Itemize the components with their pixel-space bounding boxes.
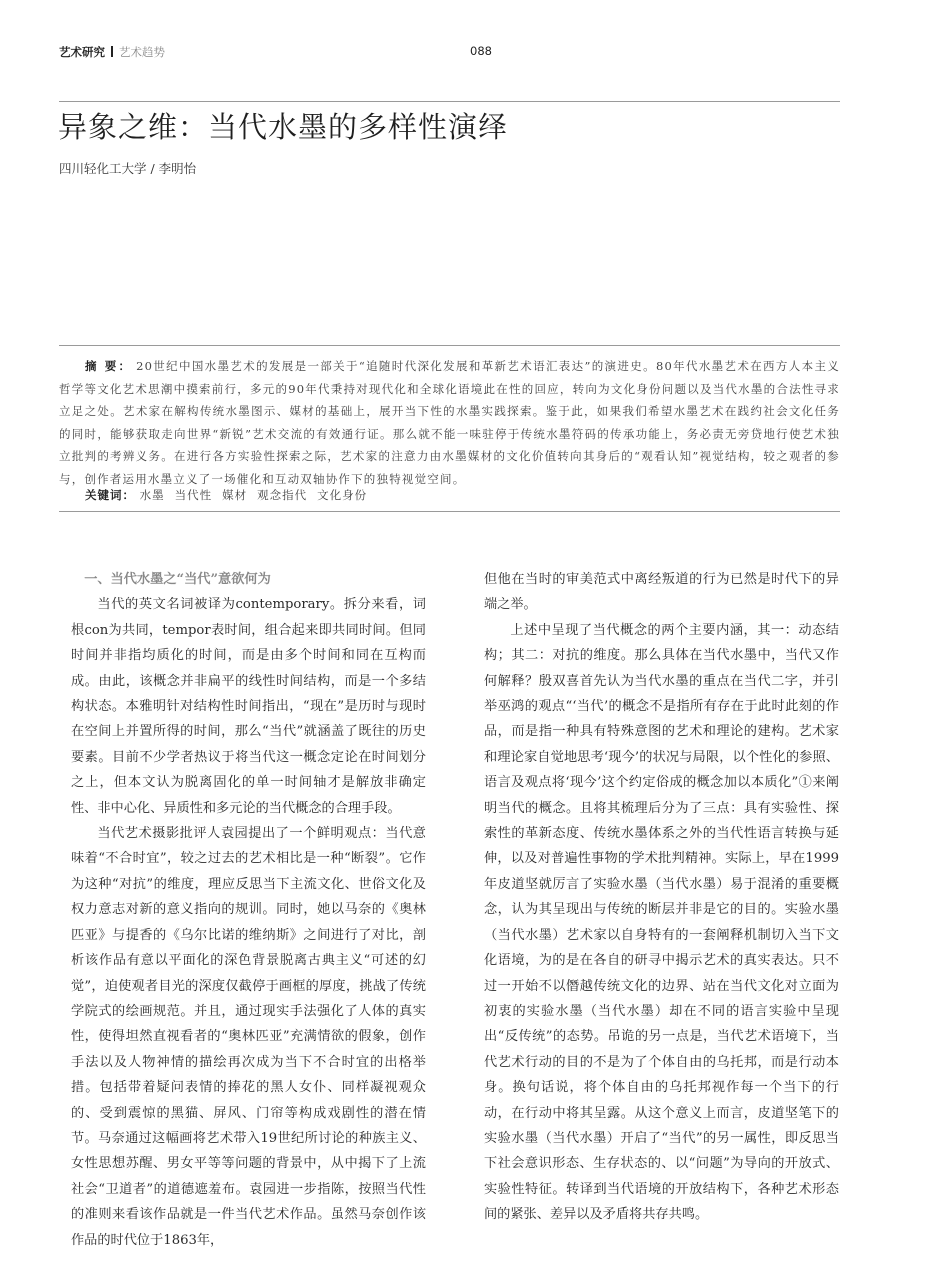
- abstract: [59, 355, 840, 491]
- abstract-text: 20世纪中国水墨艺术的发展是一部关于“追随时代深化发展和革新艺术语汇表达”的演进史。80年代水墨艺术在西方人本主义哲学等文化艺术思潮中摸索前行，多元的90年代秉持对现代化和全球化语境此在性的回应，转向为文化身份问题以及当代水墨的合法性寻求立足之处。艺术家在解构传统水墨图示、媒材的基础上，展开当下性的水墨实践探索。鉴于此，如果我们希望水墨艺术在践约社会文化任务的同时，能够获取走向世界“新锐”艺术交流的有效通行证。那么就不能一味驻停于传统水墨符码的传承功能上，务必责无旁贷地行使艺术独立批判的考辨义务。在进行各方实验性探索之际，艺术家的注意力由水墨媒材的文化价值转向其身后的“观看认知”视觉结构，较之观者的参与，创作者运用水墨立义了一场催化和互动双轴协作下的独特视觉空间。: [59, 359, 840, 486]
- article-title: 异象之维：当代水墨的多样性演绎: [58, 110, 509, 144]
- keyword: 当代性: [174, 488, 213, 502]
- body-paragraph: 当代艺术摄影批评人袁园提出了一个鲜明观点：当代意味着“不合时宜”，较之过去的艺术相比是一种“断裂”。它作为这种“对抗”的维度，理应反思当下主流文化、世俗文化及权力意志对新的意义指向的规训。同时，她以马奈的《奥林匹亚》与提香的《乌尔比诺的维纳斯》之间进行了对比，剖析该作品有意以平面化的深色背景脱离古典主义“可述的幻觉”，迫使观者目光的深度仅截停于画框的厚度，挑战了传统学院式的绘画规范。并且，通过现实手法强化了人体的真实性，使得坦然直视看者的“奥林匹亚”充满情欲的假象，创作手法以及人物神情的描绘再次成为当下不合时宜的出格举措。包括带着疑问表情的捧花的黑人女仆、同样凝视观众的、受到震惊的黑猫、屏风、门帘等构成戏剧性的潜在情节。马奈通过这幅画将艺术带入19世纪所讨论的种族主义、女性思想苏醒、男女平等等问题的背景中，从中揭下了上流社会“卫道者”的道德遮羞布。袁园进一步指陈，按照当代性的准则来看该作品就是一件当代艺术作品。虽然马奈创作该作品的时代位于1863年，: [71, 826, 426, 1248]
- page-number: 088: [470, 44, 492, 58]
- body-column-left: [71, 567, 426, 1253]
- abstract-label: 摘 要：: [85, 359, 133, 373]
- journal-section: 艺术研究: [59, 45, 105, 59]
- keyword: 文化身份: [317, 488, 368, 502]
- running-head: [59, 44, 165, 60]
- body-paragraph-continued: 但他在当时的审美范式中离经叛道的行为已然是时代下的异端之举。: [484, 572, 839, 613]
- abstract-bottom-rule: [59, 511, 840, 512]
- journal-subsection: 艺术趋势: [119, 45, 165, 59]
- author-byline: 四川轻化工大学 / 李明怡: [59, 161, 197, 176]
- header-divider: [111, 46, 113, 57]
- keyword: 水墨: [139, 488, 165, 502]
- header-rule: [59, 101, 840, 102]
- section-heading: 一、当代水墨之“当代”意欲何为: [84, 572, 271, 587]
- body-paragraph: 上述中呈现了当代概念的两个主要内涵，其一：动态结构；其二：对抗的维度。那么具体在当代水墨中，当代又作何解释？殷双喜首先认为当代水墨的重点在当代二字，并引举巫鸿的观点“‘当代’的概念不是指所有存在于此时此刻的作品，而是指一种具有特殊意图的艺术和理论的建构。艺术家和理论家自觉地思考‘现今’的状况与局限，以个性化的参照、语言及观点将‘现今’这个约定俗成的概念加以本质化”①来阐明当代的概念。且将其梳理后分为了三点：具有实验性、探索性的革新态度、传统水墨体系之外的当代性语言转换与延伸，以及对普遍性事物的学术批判精神。实际上，早在1999年皮道坚就厉言了实验水墨（当代水墨）易于混淆的重要概念，认为其呈现出与传统的断层并非是它的目的。实验水墨（当代水墨）艺术家以自身特有的一套阐释机制切入当下文化语境，为的是在各自的研寻中揭示艺术的真实表达。只不过一开始不以僭越传统文化的边界、站在当代文化对立面为初衷的实验水墨（当代水墨）却在不同的语言实验中呈现出“反传统”的态势。吊诡的另一点是，当代艺术语境下，当代艺术行动的目的不是为了个体自由的乌托邦，而是行动本身。换句话说，将个体自由的乌托邦视作每一个当下的行动，在行动中将其呈露。从这个意义上而言，皮道坚笔下的实验水墨（当代水墨）开启了“当代”的另一属性，即反思当下社会意识形态、生存状态的、以“问题”为导向的开放式、实验性特征。转译到当代语境的开放结构下，各种艺术形态间的紧张、差异以及矛盾将共存共鸣。: [484, 622, 839, 1223]
- keywords: [85, 487, 377, 503]
- body-column-right: [484, 567, 839, 1228]
- body-paragraph: 当代的英文名词被译为contemporary。拆分来看，词根con为共同，tempor表时间，组合起来即共同时间。但同时间并非指均质化的时间，而是由多个时间和同在互构而成。由此，该概念并非扁平的线性时间结构，而是一个多结构状态。本雅明针对结构性时间指出，“现在”是历时与现时在空间上并置所得的时间，那么“当代”就涵盖了既往的历史要素。目前不少学者热议于将当代这一概念定论在时间划分之上，但本文认为脱离固化的单一时间轴才是解放非确定性、非中心化、异质性和多元论的当代概念的合理手段。: [71, 597, 426, 816]
- abstract-top-rule: [59, 345, 840, 346]
- keyword: 观念指代: [257, 488, 308, 502]
- keyword: 媒材: [222, 488, 248, 502]
- keywords-label: 关键词：: [85, 488, 135, 502]
